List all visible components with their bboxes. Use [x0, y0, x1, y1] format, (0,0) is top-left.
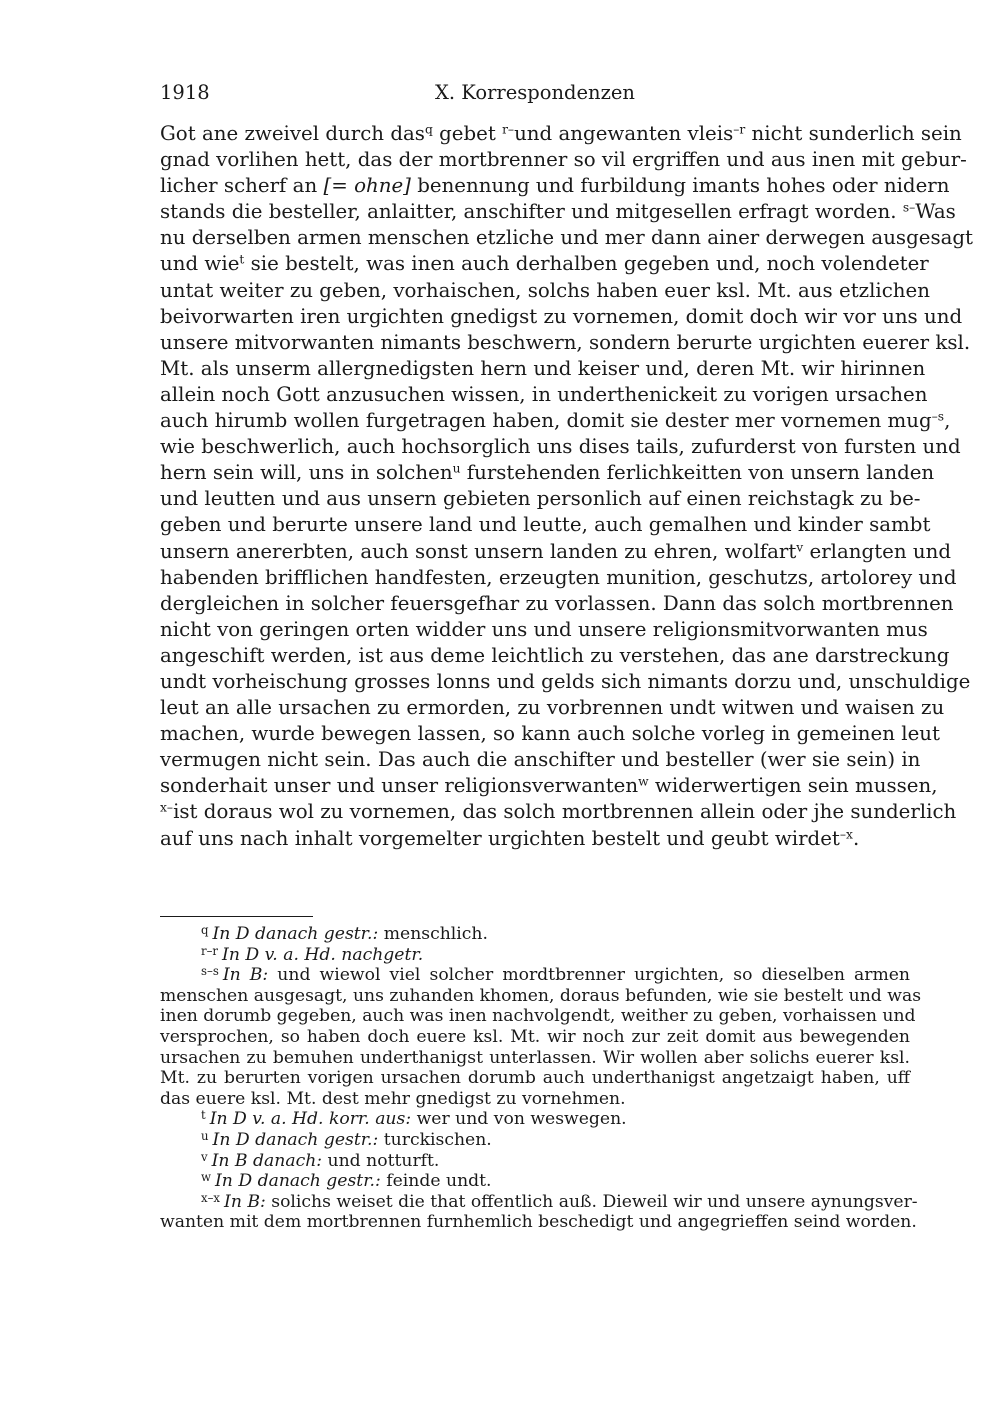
text-line [160, 539, 952, 565]
footnote-text: versprochen, so haben doch euere ksl. Mt. wir noch zur zeit domit aus bewegenden [160, 1026, 910, 1047]
text-segment: und leutten und aus unsern gebieten personlich auf einen reichstagk zu be- [160, 487, 921, 511]
text-segment: , [944, 409, 951, 433]
footnote-text: Mt. zu berurten vorigen ursachen dorumb auch underthanigst angetzaigt haben, uff [160, 1068, 910, 1089]
text-line [160, 799, 957, 825]
footnote-mark: q [201, 923, 209, 938]
text-line [160, 121, 962, 147]
text-line [160, 669, 971, 695]
text-segment: gnad vorlihen hett, das der mortbrenner so vil ergriffen und aus inen mit gebur- [160, 148, 967, 172]
text-line [160, 643, 950, 669]
footnote-apparatus: In B danach: [211, 1150, 323, 1171]
text-segment: hern sein will, uns in solchen [160, 461, 453, 485]
footnote-text: menschen ausgesagt, uns zuhanden khomen, doraus befunden, wie sie bestelt und was [160, 985, 922, 1006]
footnote-line [160, 985, 922, 1007]
text-segment: auf uns nach inhalt vorgemelter urgichten bestelt und geubt wirdet [160, 826, 840, 850]
footnote-mark: x–x [201, 1190, 221, 1205]
text-segment: unsere mitvorwanten nimants beschwern, sondern berurte urgichten euerer ksl. [160, 330, 971, 354]
footnote-apparatus: In D v. a. Hd. korr. aus: [209, 1109, 412, 1130]
footnote-marker: x– [160, 800, 174, 815]
text-line [160, 382, 928, 408]
footnote-text: wanten mit dem mortbrennen furnhemlich beschedigt und angegrieffen seind worden. [160, 1212, 917, 1233]
text-line [160, 617, 928, 643]
footnote-text: feinde undt. [380, 1171, 492, 1192]
text-segment: gebet [432, 122, 503, 145]
footnote-apparatus: In D danach gestr.: [215, 1171, 381, 1192]
footnote-marker: –x [839, 826, 853, 841]
text-segment: erlangten und [803, 539, 952, 563]
text-segment: widerwertigen sein mussen, [648, 774, 938, 798]
footnote-separator [160, 916, 313, 917]
footnote-marker: v [796, 539, 804, 554]
footnote-marker: u [452, 461, 461, 476]
footnote-text: solichs weiset die that offentlich auß. Dieweil wir und unsere aynungsver- [265, 1191, 918, 1212]
footnote-mark: r–r [201, 943, 219, 958]
footnote-line [160, 1089, 910, 1110]
text-segment: beivorwarten iren urgichten gnedigst zu vornemen, domit doch wir vor uns und [160, 304, 963, 328]
text-segment: unsern anererbten, auch sonst unsern landen zu ehren, wolfart [160, 539, 797, 563]
text-segment: ist doraus wol zu vornemen, das solch mortbrennen allein oder jhe sunderlich [173, 800, 957, 824]
text-line [160, 173, 950, 199]
text-segment: und angewanten vleis [514, 122, 734, 145]
footnote-mark: u [201, 1129, 209, 1144]
text-segment: nicht von geringen orten widder uns und unsere religionsmitvorwanten mus [160, 617, 928, 641]
footnote-marker: –r [733, 122, 746, 137]
text-line [160, 278, 930, 304]
footnote-line [160, 1190, 918, 1213]
footnote-mark: w [201, 1170, 212, 1185]
footnote-mark: t [201, 1108, 206, 1123]
editorial-insertion: [= ohne] [323, 174, 411, 198]
text-line [160, 565, 957, 591]
footnote-line [160, 1171, 910, 1192]
text-segment: Mt. als unserm allergnedigsten hern und keiser und, deren Mt. wir hirinnen [160, 356, 926, 380]
page-header [160, 80, 910, 110]
footnote-marker: q [424, 122, 433, 137]
footnote-text: wer und von weswegen. [411, 1109, 627, 1130]
text-segment: furstehenden ferlichkeitten von unsern landen [460, 461, 935, 485]
text-line [160, 330, 971, 356]
text-line [160, 721, 940, 747]
running-title: X. Korrespondenzen [435, 81, 635, 104]
main-text [160, 121, 974, 852]
footnote-marker: r– [502, 122, 515, 137]
footnote-marker: –s [931, 409, 945, 424]
footnote-line [160, 1006, 916, 1027]
text-segment: undt vorheischung grosses lonns und gelds sich nimants dorzu und, unschuldige [160, 669, 971, 693]
text-segment: nicht sunderlich sein [745, 122, 962, 145]
text-line [160, 408, 951, 434]
footnote-line [160, 1048, 910, 1069]
footnote-apparatus: In D danach gestr.: [212, 1129, 379, 1150]
footnote-text: und notturft. [322, 1150, 440, 1171]
text-segment: vermugen nicht sein. Das auch die anschifter und besteller (wer sie sein) in [160, 748, 921, 772]
text-line [160, 225, 974, 251]
text-line [160, 773, 938, 799]
text-line [160, 826, 910, 852]
footnote-text: ursachen zu bemuhen underthanigst unterlassen. Wir wollen aber solichs euerer ksl. [160, 1047, 910, 1068]
text-segment: angeschift werden, ist aus deme leichtlich zu verstehen, das ane darstreckung [160, 643, 950, 667]
text-line [160, 747, 921, 773]
text-segment: sonderhait unser und unser religionsverwanten [160, 774, 639, 798]
footnote-line [160, 945, 910, 966]
footnote-text: das euere ksl. Mt. dest mehr gnedigst zu vornehmen. [160, 1088, 626, 1109]
text-segment: Got ane zweivel durch das [160, 122, 425, 145]
footnote-marker: w [638, 774, 649, 789]
text-segment: allein noch Gott anzusuchen wissen, in underthenickeit zu vorigen ursachen [160, 382, 928, 406]
text-segment: untat weiter zu geben, vorhaischen, solchs haben euer ksl. Mt. aus etzlichen [160, 278, 930, 302]
text-line [160, 512, 931, 538]
text-segment: Was [915, 200, 956, 224]
text-line [160, 304, 963, 330]
footnote-marker: t [239, 252, 245, 267]
footnote-text: turckischen. [378, 1129, 492, 1150]
footnote-line [160, 965, 910, 986]
text-segment: geben und berurte unsere land und leutte, auch gemalhen und kinder sambt [160, 513, 931, 537]
footnote-mark: v [201, 1149, 208, 1164]
footnote-line [160, 1212, 917, 1233]
text-segment: machen, wurde bewegen lassen, so kann auch solche vorleg in gemeinen leut [160, 722, 940, 746]
text-segment: nu derselben armen menschen etzliche und mer dann ainer derwegen ausgesagt [160, 226, 974, 250]
text-segment: . [852, 826, 860, 850]
text-line [160, 147, 967, 173]
text-line [160, 434, 961, 460]
text-line [160, 199, 956, 225]
page-number: 1918 [160, 81, 210, 104]
text-line [160, 460, 935, 486]
footnote-line [160, 1151, 910, 1172]
footnote-mark: s–s [201, 964, 219, 979]
footnote-line [160, 1027, 910, 1048]
text-segment: sie bestelt, was inen auch derhalben gegeben und, noch volendeter [244, 252, 929, 276]
text-segment: licher scherf an [160, 174, 324, 198]
footnote-line [160, 924, 910, 945]
text-segment: auch hirumb wollen furgetragen haben, domit sie dester mer vornemen mug [160, 409, 932, 433]
text-line [160, 591, 954, 617]
footnote-apparatus: In B: [222, 965, 269, 986]
footnote-line [160, 1109, 910, 1130]
text-segment: und wie [160, 252, 240, 276]
text-segment: stands die besteller, anlaitter, anschifter und mitgesellen erfragt worden. [160, 200, 903, 224]
text-segment: benennung und furbildung imants hohes oder nidern [410, 174, 950, 198]
footnote-marker: s– [902, 200, 916, 215]
footnote-apparatus: In D v. a. Hd. nachgetr. [222, 944, 424, 965]
text-line [160, 486, 921, 512]
text-segment: wie beschwerlich, auch hochsorglich uns dises tails, zufurderst von fursten und [160, 435, 961, 459]
text-line [160, 356, 926, 382]
footnote-text: menschlich. [378, 924, 488, 944]
footnote-line [160, 1130, 910, 1151]
footnote-text: und wiewol viel solcher mordtbrenner urgichten, so dieselben armen [268, 965, 910, 986]
text-segment: habenden brifflichen handfesten, erzeugten munition, geschutzs, artolorey und [160, 565, 957, 589]
footnotes [160, 923, 922, 1233]
footnote-line [160, 1068, 910, 1089]
text-line [160, 251, 929, 277]
footnote-text: inen dorumb gegeben, auch was inen nachvolgendt, weither zu geben, vorhaissen und [160, 1006, 916, 1027]
footnote-apparatus: In D danach gestr.: [212, 924, 379, 944]
text-segment: dergleichen in solcher feuersgefhar zu vorlassen. Dann das solch mortbrennen [160, 591, 954, 615]
text-segment: leut an alle ursachen zu ermorden, zu vorbrennen undt witwen und waisen zu [160, 696, 945, 720]
text-line [160, 695, 945, 721]
footnote-apparatus: In B: [224, 1191, 266, 1212]
